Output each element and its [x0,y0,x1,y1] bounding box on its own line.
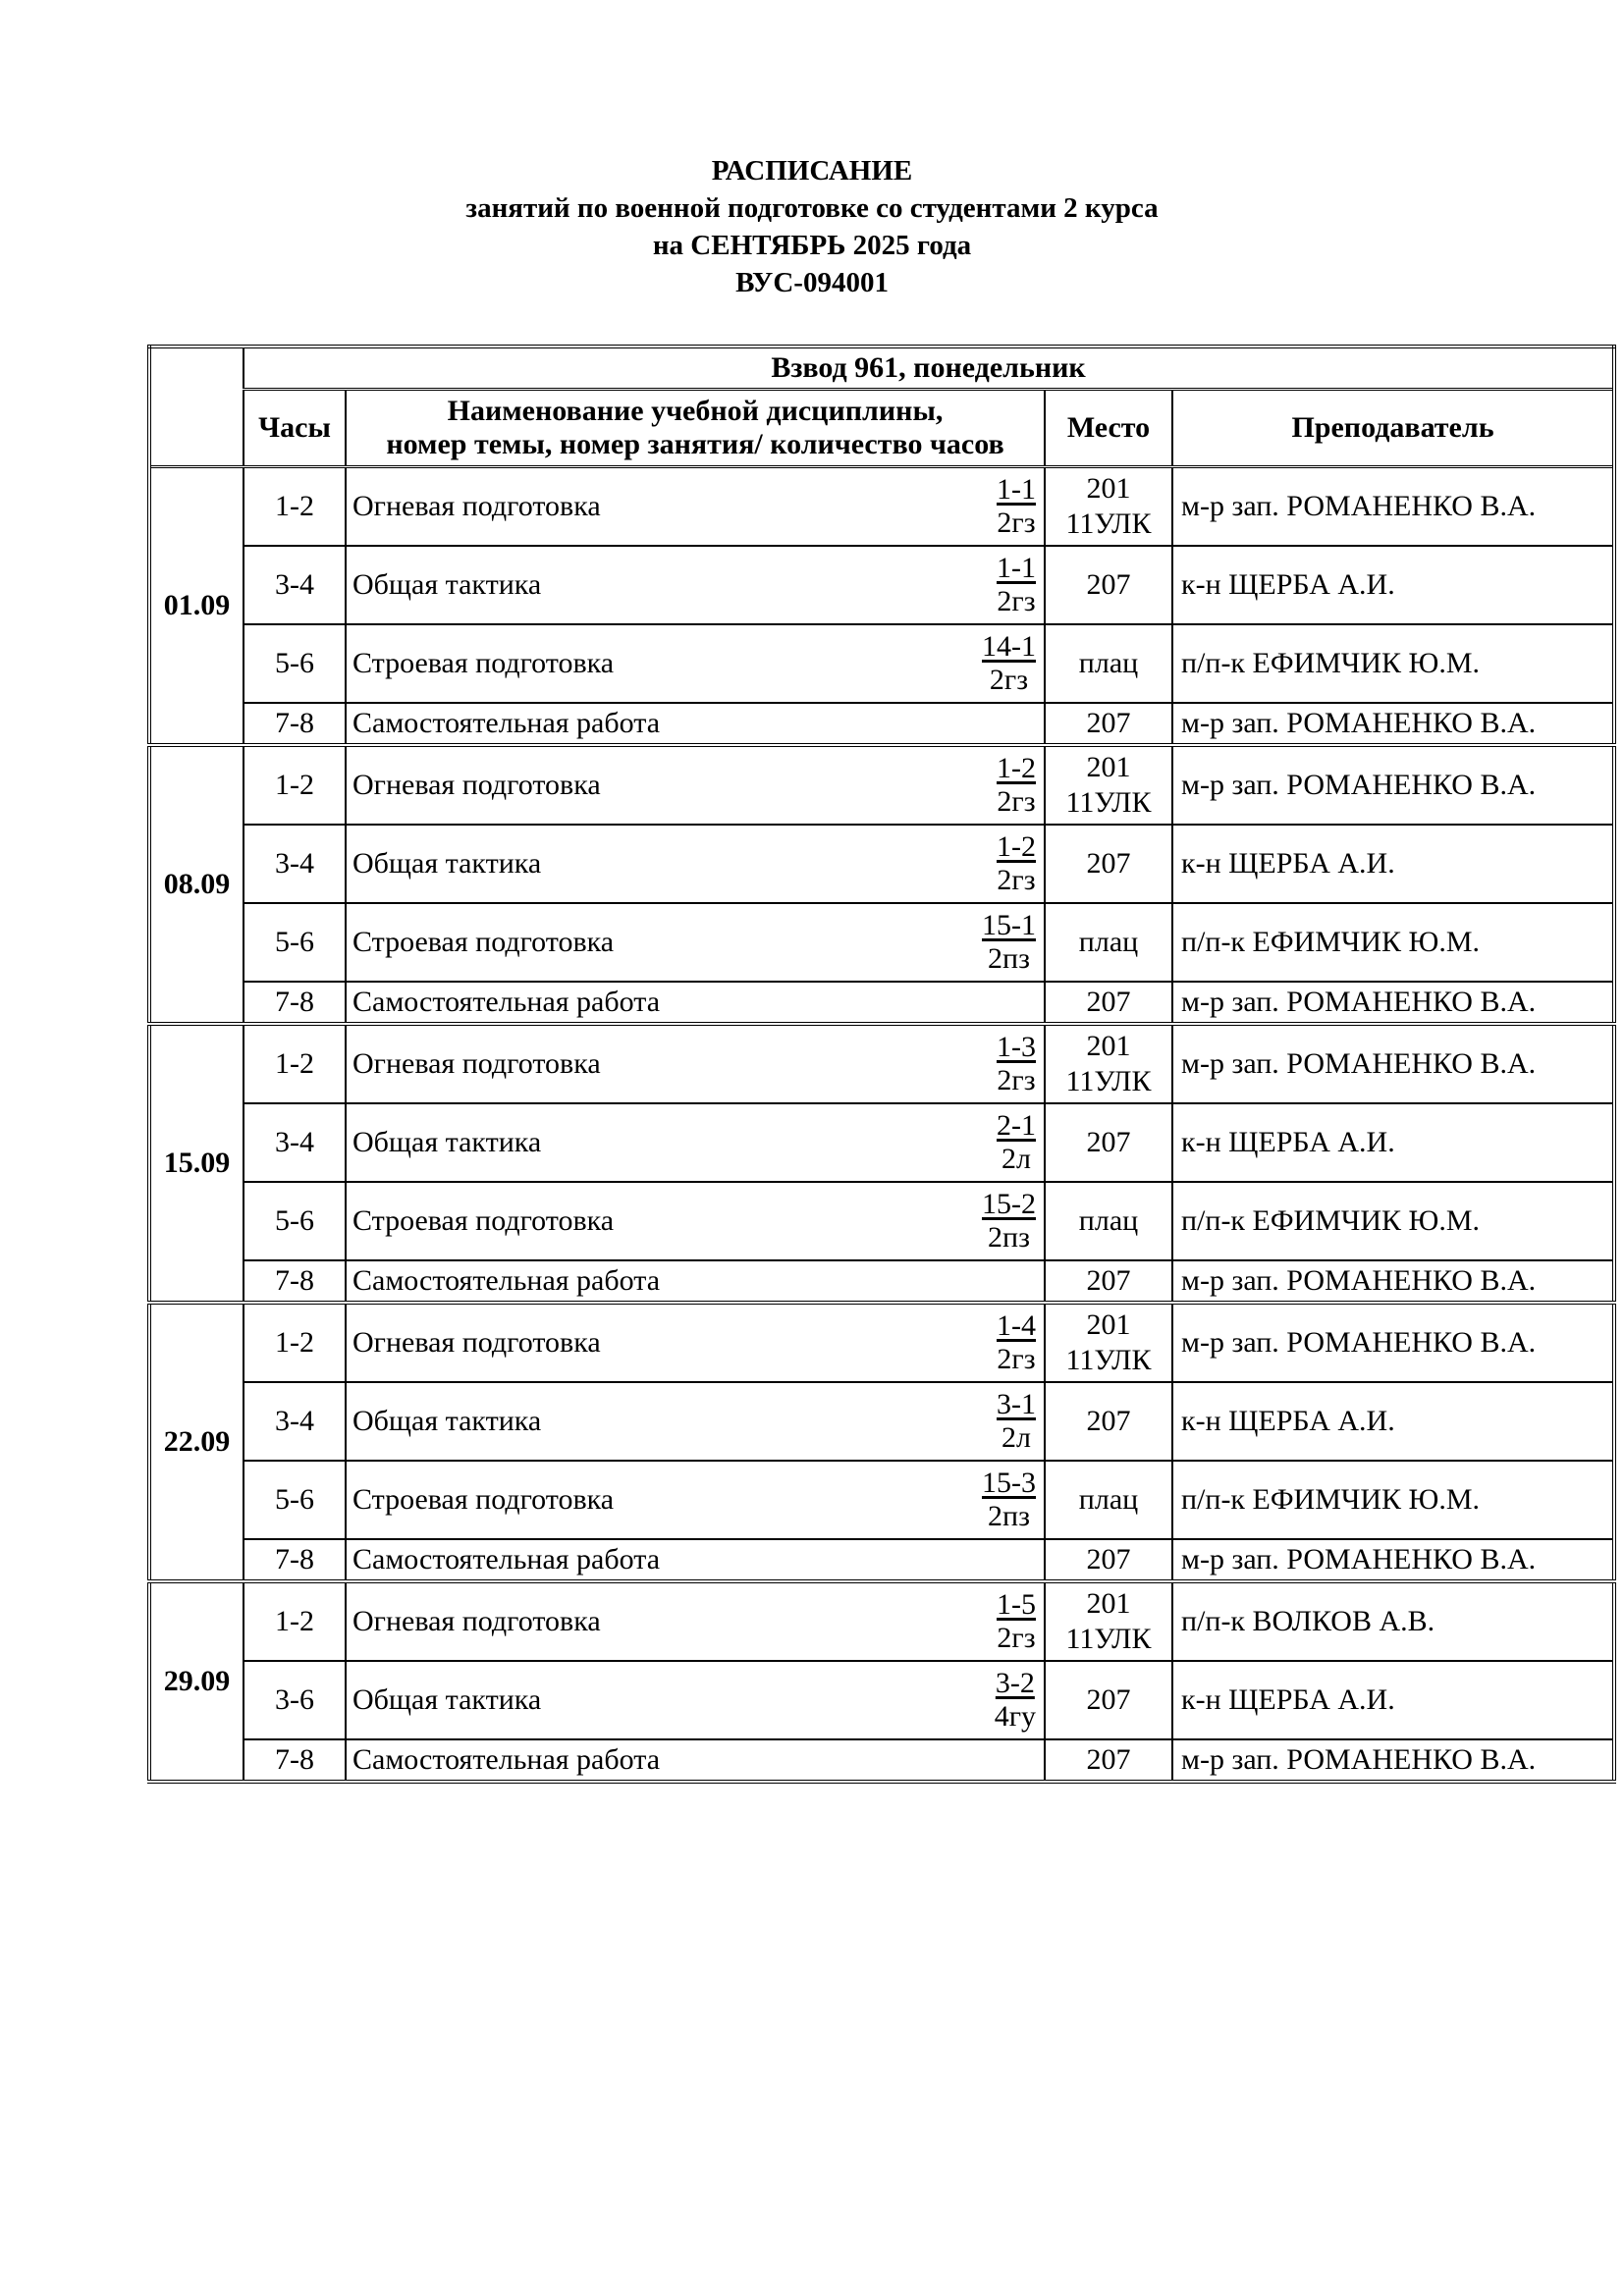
lesson-subject: Строевая подготовка [352,1204,615,1237]
lesson-place [1045,903,1172,982]
lesson-subject-wrap [352,1462,1044,1538]
lesson-place [1045,624,1172,703]
lesson-place [1045,1382,1172,1461]
lesson-subject-wrap [352,826,1044,902]
lesson-place [1045,825,1172,903]
lesson-room: плац [1078,1483,1139,1516]
lesson-room: 207 [1086,847,1131,880]
lesson-hours: 1-2 [244,745,346,825]
lesson-subject-cell [346,1461,1045,1539]
lesson-room: 207 [1086,986,1131,1018]
lesson-teacher: м-р зап. РОМАНЕНКО В.А. [1172,745,1614,825]
lesson-subject-cell [346,1303,1045,1382]
schedule-row [149,982,1614,1024]
lesson-topic-number: 3-1 [997,1388,1036,1420]
lesson-subject: Огневая подготовка [352,1047,601,1080]
lesson-place [1045,1024,1172,1103]
lesson-teacher: м-р зап. РОМАНЕНКО В.А. [1172,1739,1614,1782]
lesson-hours-type: 2гз [989,664,1029,696]
lesson-hours: 3-4 [244,1103,346,1182]
lesson-teacher: к-н ЩЕРБА А.И. [1172,825,1614,903]
lesson-hours-type: 2гз [997,785,1036,818]
lesson-place [1045,1461,1172,1539]
lesson-teacher: п/п-к ВОЛКОВ А.В. [1172,1581,1614,1661]
lesson-hours: 1-2 [244,1581,346,1661]
lesson-subject-wrap [352,747,1044,824]
lesson-code [997,1031,1036,1097]
lesson-subject-wrap [352,904,1044,981]
lesson-subject-cell [346,1661,1045,1739]
lesson-room: 207 [1086,1405,1131,1437]
lesson-topic-number: 14-1 [982,630,1036,663]
lesson-subject-cell [346,1382,1045,1461]
lesson-hours: 5-6 [244,1182,346,1260]
column-header-place: Место [1045,390,1172,467]
lesson-subject-cell [346,1260,1045,1303]
lesson-hours-type: 2гз [997,864,1036,896]
lesson-room: 207 [1086,1543,1131,1575]
lesson-teacher: к-н ЩЕРБА А.И. [1172,1382,1614,1461]
lesson-subject: Общая тактика [352,1683,542,1716]
lesson-hours: 1-2 [244,1303,346,1382]
lesson-hours-type: 2пз [988,1221,1030,1254]
lesson-hours-type: 2гз [997,1622,1036,1654]
lesson-hours: 3-4 [244,546,346,624]
lesson-place [1045,1581,1172,1661]
lesson-place [1045,1103,1172,1182]
lesson-room: 207 [1086,1683,1131,1716]
lesson-teacher: м-р зап. РОМАНЕНКО В.А. [1172,1539,1614,1581]
column-header-hours: Часы [244,390,346,467]
lesson-topic-number: 2-1 [997,1109,1036,1142]
lesson-place [1045,1661,1172,1739]
lesson-subject-wrap [352,1104,1044,1181]
schedule-row [149,1661,1614,1739]
lesson-subject-cell [346,546,1045,624]
lesson-topic-number: 1-2 [997,752,1036,784]
lesson-topic-number: 1-3 [997,1031,1036,1063]
schedule-row [149,546,1614,624]
lesson-code [997,1588,1036,1655]
schedule-row [149,1461,1614,1539]
lesson-code [997,830,1036,897]
lesson-code [997,752,1036,819]
lesson-building: 11УЛК [1065,1065,1152,1097]
lesson-place [1045,1182,1172,1260]
lesson-room: 201 [1086,1308,1131,1341]
lesson-code [982,630,1036,697]
schedule-row [149,1303,1614,1382]
lesson-code [982,1188,1036,1255]
lesson-subject: Общая тактика [352,1405,542,1437]
schedule-row [149,1581,1614,1661]
schedule-row [149,703,1614,745]
schedule-row [149,467,1614,547]
lesson-subject: Огневая подготовка [352,1605,601,1637]
corner-cell [149,347,244,467]
lesson-subject-cell [346,1739,1045,1782]
lesson-room: 201 [1086,751,1131,783]
lesson-building: 11УЛК [1065,786,1152,819]
lesson-room: 207 [1086,1743,1131,1776]
lesson-place [1045,1739,1172,1782]
lesson-subject-cell [346,1581,1045,1661]
lesson-room: 207 [1086,568,1131,601]
lesson-teacher: к-н ЩЕРБА А.И. [1172,1103,1614,1182]
schedule-table [147,345,1616,1784]
lesson-code [995,1667,1036,1734]
schedule-row [149,825,1614,903]
schedule-row [149,903,1614,982]
lesson-subject: Самостоятельная работа [352,707,661,739]
lesson-place [1045,1539,1172,1581]
column-header-subject-line1: Наименование учебной дисциплины, [447,395,944,427]
lesson-subject-wrap [352,468,1044,545]
lesson-subject-cell [346,903,1045,982]
schedule-row [149,1182,1614,1260]
lesson-room: плац [1078,926,1139,958]
lesson-hours: 7-8 [244,1539,346,1581]
day-date: 08.09 [149,745,244,1024]
lesson-subject-cell [346,467,1045,547]
document-period: на СЕНТЯБРЬ 2025 года [652,230,972,261]
lesson-room: 207 [1086,1264,1131,1297]
platoon-title: Взвод 961, понедельник [244,347,1614,390]
lesson-subject: Строевая подготовка [352,926,615,958]
lesson-subject: Огневая подготовка [352,1326,601,1359]
column-header-subject [346,390,1045,467]
lesson-subject: Общая тактика [352,568,542,601]
lesson-hours: 3-6 [244,1661,346,1739]
lesson-hours: 3-4 [244,1382,346,1461]
lesson-room: 201 [1086,1030,1131,1062]
lesson-code [997,1109,1036,1176]
lesson-hours: 5-6 [244,1461,346,1539]
lesson-code [997,473,1036,540]
lesson-building: 11УЛК [1065,1344,1152,1376]
lesson-hours-type: 2пз [988,942,1030,975]
lesson-subject: Огневая подготовка [352,769,601,801]
lesson-subject: Огневая подготовка [352,490,601,522]
lesson-teacher: п/п-к ЕФИМЧИК Ю.М. [1172,903,1614,982]
lesson-teacher: к-н ЩЕРБА А.И. [1172,546,1614,624]
lesson-subject-wrap [352,1026,1044,1102]
lesson-subject-cell [346,745,1045,825]
lesson-room: 207 [1086,1126,1131,1158]
lesson-place [1045,467,1172,547]
schedule-row [149,1103,1614,1182]
day-date: 15.09 [149,1024,244,1303]
lesson-teacher: к-н ЩЕРБА А.И. [1172,1661,1614,1739]
lesson-teacher: п/п-к ЕФИМЧИК Ю.М. [1172,1182,1614,1260]
lesson-teacher: м-р зап. РОМАНЕНКО В.А. [1172,1303,1614,1382]
lesson-building: 11УЛК [1065,507,1152,540]
document-title: РАСПИСАНИЕ [711,155,913,187]
lesson-teacher: м-р зап. РОМАНЕНКО В.А. [1172,703,1614,745]
lesson-subject-wrap [352,1540,1044,1579]
lesson-subject-cell [346,1024,1045,1103]
lesson-topic-number: 15-2 [982,1188,1036,1220]
lesson-topic-number: 3-2 [995,1667,1035,1699]
schedule-row [149,745,1614,825]
lesson-hours-type: 2гз [997,1064,1036,1096]
lesson-room: 207 [1086,707,1131,739]
lesson-subject-cell [346,624,1045,703]
lesson-subject-cell [346,703,1045,745]
lesson-subject: Самостоятельная работа [352,1743,661,1776]
lesson-subject: Строевая подготовка [352,1483,615,1516]
schedule-row [149,1260,1614,1303]
lesson-subject-wrap [352,1740,1044,1780]
lesson-teacher: м-р зап. РОМАНЕНКО В.А. [1172,982,1614,1024]
lesson-subject-wrap [352,547,1044,623]
lesson-topic-number: 1-4 [997,1309,1036,1342]
lesson-subject-wrap [352,983,1044,1022]
lesson-subject-wrap [352,1583,1044,1660]
lesson-hours: 1-2 [244,1024,346,1103]
lesson-hours-type: 2гз [997,507,1036,539]
lesson-code [997,552,1036,618]
lesson-code [982,909,1036,976]
lesson-teacher: м-р зап. РОМАНЕНКО В.А. [1172,1024,1614,1103]
lesson-code [982,1467,1036,1533]
lesson-hours-type: 2гз [997,585,1036,617]
lesson-hours-type: 2л [1001,1421,1031,1454]
lesson-subject-wrap [352,1305,1044,1381]
lesson-topic-number: 1-1 [997,552,1036,584]
lesson-code [997,1388,1036,1455]
lesson-subject-cell [346,1539,1045,1581]
lesson-subject-cell [346,825,1045,903]
day-date: 22.09 [149,1303,244,1581]
lesson-building: 11УЛК [1065,1623,1152,1655]
column-header-subject-line2: номер темы, номер занятия/ количество часов [386,428,1004,460]
lesson-place [1045,745,1172,825]
lesson-topic-number: 1-1 [997,473,1036,506]
lesson-place [1045,546,1172,624]
schedule-row [149,1539,1614,1581]
lesson-hours-type: 2л [1001,1143,1031,1175]
document-subtitle: занятий по военной подготовке со студентами 2 курса [465,192,1159,224]
lesson-place [1045,1260,1172,1303]
lesson-hours: 7-8 [244,1739,346,1782]
lesson-topic-number: 15-3 [982,1467,1036,1499]
lesson-room: плац [1078,1204,1139,1237]
lesson-subject-wrap [352,1261,1044,1301]
lesson-teacher: п/п-к ЕФИМЧИК Ю.М. [1172,1461,1614,1539]
schedule-row [149,1739,1614,1782]
day-date: 29.09 [149,1581,244,1782]
lesson-subject-cell [346,982,1045,1024]
lesson-subject-wrap [352,704,1044,743]
lesson-teacher: м-р зап. РОМАНЕНКО В.А. [1172,1260,1614,1303]
lesson-hours: 7-8 [244,703,346,745]
lesson-subject-wrap [352,625,1044,702]
lesson-hours: 1-2 [244,467,346,547]
lesson-topic-number: 1-5 [997,1588,1036,1621]
lesson-code [997,1309,1036,1376]
column-header-teacher: Преподаватель [1172,390,1614,467]
schedule-row [149,624,1614,703]
lesson-hours: 7-8 [244,982,346,1024]
lesson-hours: 5-6 [244,903,346,982]
lesson-subject: Строевая подготовка [352,647,615,679]
lesson-subject-cell [346,1103,1045,1182]
lesson-hours: 7-8 [244,1260,346,1303]
lesson-hours: 5-6 [244,624,346,703]
lesson-subject-wrap [352,1183,1044,1259]
lesson-hours-type: 4гу [994,1700,1036,1733]
lesson-hours: 3-4 [244,825,346,903]
document-specialty-code: ВУС-094001 [735,267,889,298]
lesson-hours-type: 2пз [988,1500,1030,1532]
schedule-row [149,1024,1614,1103]
lesson-subject-wrap [352,1383,1044,1460]
lesson-room: плац [1078,647,1139,679]
schedule-row [149,1382,1614,1461]
lesson-subject: Самостоятельная работа [352,986,661,1018]
lesson-subject-cell [346,1182,1045,1260]
lesson-subject: Общая тактика [352,847,542,880]
lesson-subject: Самостоятельная работа [352,1264,661,1297]
lesson-subject-wrap [352,1662,1044,1738]
lesson-teacher: м-р зап. РОМАНЕНКО В.А. [1172,467,1614,547]
lesson-place [1045,1303,1172,1382]
lesson-subject: Общая тактика [352,1126,542,1158]
lesson-topic-number: 15-1 [982,909,1036,941]
lesson-subject: Самостоятельная работа [352,1543,661,1575]
lesson-room: 201 [1086,1587,1131,1620]
document-header [0,152,1624,301]
lesson-topic-number: 1-2 [997,830,1036,863]
lesson-hours-type: 2гз [997,1343,1036,1375]
day-date: 01.09 [149,467,244,746]
lesson-place [1045,982,1172,1024]
lesson-room: 201 [1086,472,1131,505]
lesson-place [1045,703,1172,745]
lesson-teacher: п/п-к ЕФИМЧИК Ю.М. [1172,624,1614,703]
